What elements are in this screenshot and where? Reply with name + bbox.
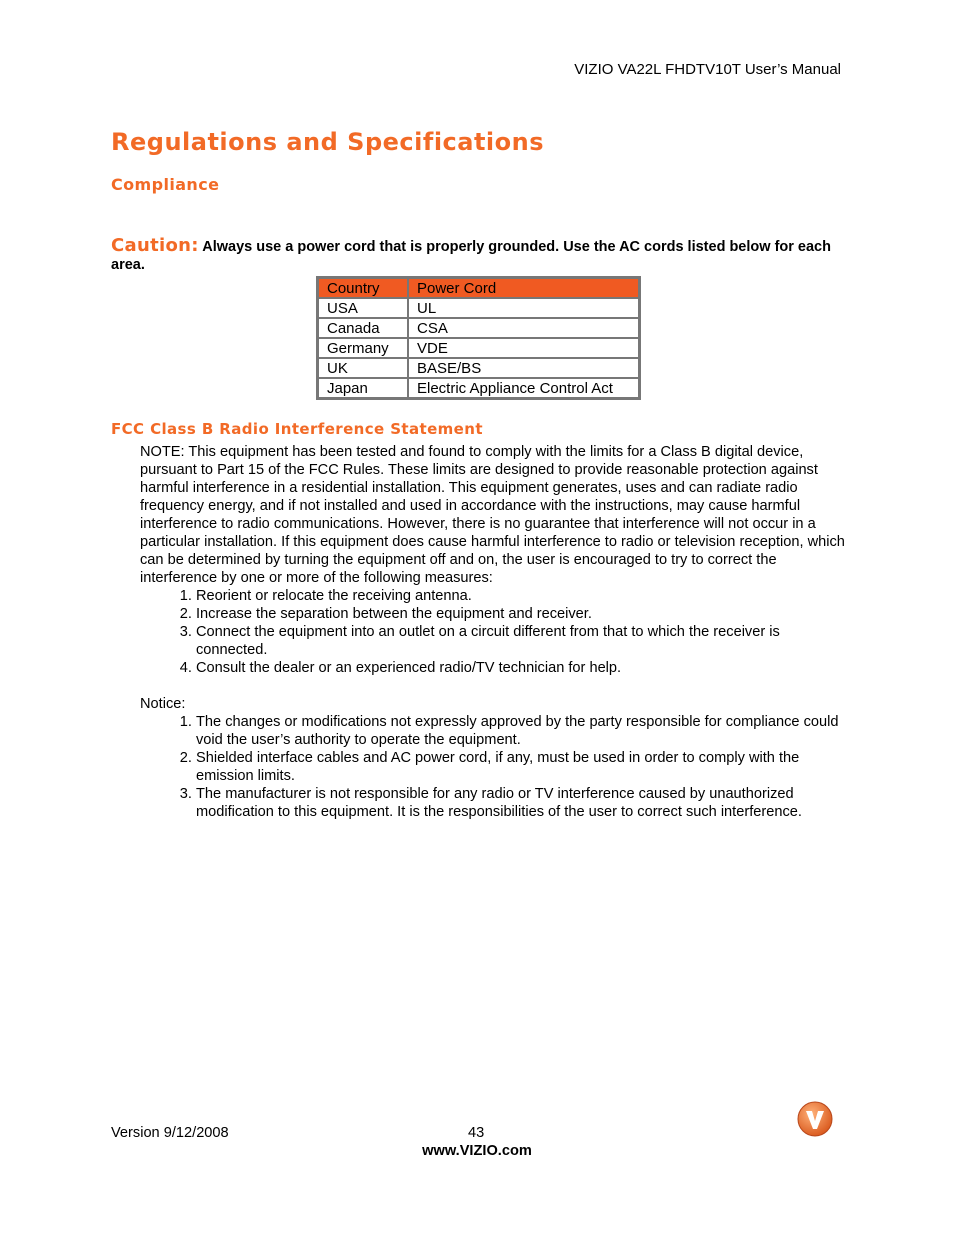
table-row [318, 298, 639, 318]
caution-text: Always use a power cord that is properly grounded. Use the AC cords listed below for each area. [111, 239, 831, 273]
footer-version: Version 9/12/2008 [111, 1125, 229, 1141]
section-title: Regulations and Specifications [111, 128, 545, 156]
footer-url: www.VIZIO.com [422, 1143, 532, 1159]
list-item: 4. Consult the dealer or an experienced radio/TV technician for help. [196, 659, 845, 677]
table-row [318, 338, 639, 358]
manual-title: VIZIO VA22L FHDTV10T User’s Manual [574, 61, 841, 78]
country-cell: UK [318, 358, 408, 378]
fcc-body [140, 443, 845, 821]
power-cord-cell: BASE/BS [408, 358, 639, 378]
list-item: 1. Reorient or relocate the receiving antenna. [196, 587, 845, 605]
caution-label: Caution: [111, 235, 199, 256]
table-row [318, 358, 639, 378]
power-cord-cell: VDE [408, 338, 639, 358]
table-row [318, 378, 639, 398]
notice-list [140, 713, 845, 821]
list-item: 2. Increase the separation between the equipment and receiver. [196, 605, 845, 623]
country-cell: Canada [318, 318, 408, 338]
fcc-heading: FCC Class B Radio Interference Statement [111, 420, 483, 438]
section-subtitle: Compliance [111, 175, 220, 194]
notice-label: Notice: [140, 696, 186, 712]
table-header-row [318, 278, 639, 298]
column-header-power-cord: Power Cord [408, 278, 639, 298]
country-cell: Germany [318, 338, 408, 358]
power-cord-cell: UL [408, 298, 639, 318]
list-item: 1. The changes or modifications not expressly approved by the party responsible for compliance could void the user’s authority to operate the equipment. [196, 713, 845, 749]
power-cord-cell: CSA [408, 318, 639, 338]
power-cord-cell: Electric Appliance Control Act [408, 378, 639, 398]
measures-list [140, 587, 845, 677]
list-item: 3. The manufacturer is not responsible for any radio or TV interference caused by unauthorized modification to this equipment. It is the responsibilities of the user to correct such interference. [196, 785, 845, 821]
country-cell: Japan [318, 378, 408, 398]
fcc-note: NOTE: This equipment has been tested and found to comply with the limits for a Class B digital device, pursuant to Part 15 of the FCC Rules. These limits are designed to provide reasonable protection against harmful interference in a residential installation. This equipment generates, uses and can radiate radio frequency energy, and if not installed and used in accordance with the instructions, may cause harmful interference to radio communications. However, there is no guarantee that interference will not occur in a particular installation. If this equipment does cause harmful interference to radio or television reception, which can be determined by turning the equipment off and on, the user is encouraged to try to correct the interference by one or more of the following measures: [140, 444, 845, 586]
vizio-v-logo-icon [796, 1100, 834, 1138]
country-cell: USA [318, 298, 408, 318]
column-header-country: Country [318, 278, 408, 298]
spacer [140, 677, 845, 695]
list-item: 3. Connect the equipment into an outlet on a circuit different from that to which the receiver is connected. [196, 623, 845, 659]
list-item: 2. Shielded interface cables and AC power cord, if any, must be used in order to comply with the emission limits. [196, 749, 845, 785]
caution-block [111, 237, 841, 274]
power-cord-table [316, 276, 641, 400]
page-number: 43 [468, 1125, 485, 1141]
table-row [318, 318, 639, 338]
